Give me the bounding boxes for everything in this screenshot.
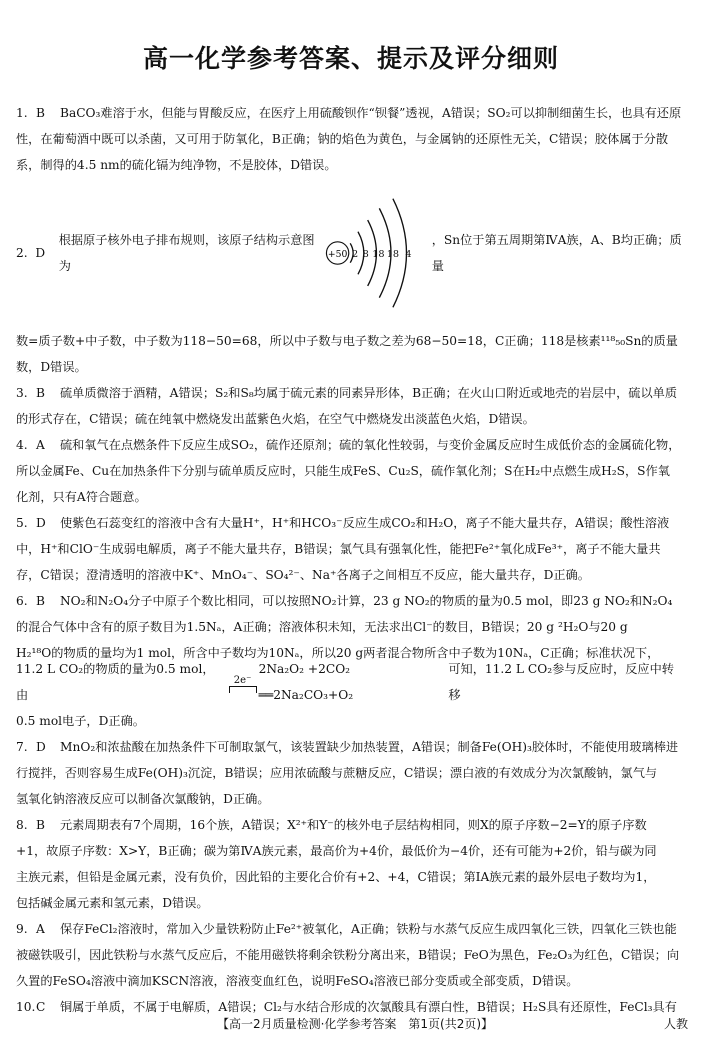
electron-transfer-bracket bbox=[229, 686, 257, 693]
answer-item-8 bbox=[16, 812, 686, 916]
answer-letter: A bbox=[36, 922, 45, 936]
answer-line: 数=质子数+中子数，中子数为118−50=68，所以中子数与电子数之差为68−50=18，C正确；118是核素¹¹⁸₅₀Sn的质量 bbox=[16, 334, 678, 348]
answer-line: 的形式存在，C错误；硫在纯氧中燃烧发出蓝紫色火焰，在空气中燃烧发出淡蓝色火焰，D错误。 bbox=[16, 412, 535, 426]
answer-item-2 bbox=[16, 178, 686, 380]
question-number: 2. bbox=[16, 246, 28, 260]
question-number: 1. bbox=[16, 106, 28, 120]
explanation-text: 保存FeCl₂溶液时，常加入少量铁粉防止Fe²⁺被氧化，A正确；铁粉与水蒸气反应生成四氧化三铁，四氧化三铁也能 bbox=[60, 922, 677, 936]
answer-line: 性，在葡萄酒中既可以杀菌，又可用于防氧化，B正确；钠的焰色为黄色，与金属钠的还原性无关，C错误；胶体属于分散 bbox=[16, 132, 669, 146]
atom-structure-diagram bbox=[325, 193, 426, 313]
answer-letter: B bbox=[36, 594, 45, 608]
shell-count: 18 bbox=[386, 248, 399, 260]
explanation-text: 硫和氧气在点燃条件下反应生成SO₂，硫作还原剂；硫的氧化性较弱，与变价金属反应时生成低价态的金属硫化物， bbox=[60, 438, 681, 452]
answer-line: 氢氧化钠溶液反应可以制备次氯酸钠，D正确。 bbox=[16, 792, 270, 806]
answer-line bbox=[16, 100, 686, 126]
answer-line: 所以金属Fe、Cu在加热条件下分别与硫单质反应时，只能生成FeS、Cu₂S，硫作氧化剂；S在H₂中点燃生成H₂S，S作氧 bbox=[16, 464, 670, 478]
question-number: 9. bbox=[16, 922, 28, 936]
explanation-text: 可知，11.2 L CO₂参与反应时，反应中转移 bbox=[448, 662, 674, 702]
answer-line: 主族元素，但铅是金属元素，没有负价，因此铅的主要化合价有+2、+4，C错误；第ⅠA族元素的最外层电子数均为1， bbox=[16, 870, 656, 884]
answer-line: 被磁铁吸引，因此铁粉与水蒸气反应后，不能用磁铁将剩余铁粉分离出来，B错误；FeO为黑色，Fe₂O₃为红色，C错误；向 bbox=[16, 948, 680, 962]
explanation-text: MnO₂和浓盐酸在加热条件下可制取氯气，该装置缺少加热装置，A错误；制备Fe(OH)₃胶体时，不能使用玻璃棒进 bbox=[60, 740, 679, 754]
answer-letter: B bbox=[36, 386, 45, 400]
answer-line: 包括碱金属元素和氢元素，D错误。 bbox=[16, 896, 209, 910]
answer-line: 行搅拌，否则容易生成Fe(OH)₃沉淀，B错误；应用浓硫酸与蔗糖反应，C错误；漂白液的有效成分为次氯酸钠，氯气与 bbox=[16, 766, 658, 780]
answer-letter: B bbox=[36, 106, 45, 120]
shell-count: 8 bbox=[362, 248, 369, 260]
footer-edition: 人教 bbox=[663, 1017, 688, 1031]
page-title: 高一化学参考答案、提示及评分细则 bbox=[142, 44, 559, 73]
answer-item-1 bbox=[16, 100, 686, 178]
answer-line bbox=[16, 510, 686, 536]
answer-item-7 bbox=[16, 734, 686, 812]
answer-item-3 bbox=[16, 380, 686, 432]
explanation-text: ，Sn位于第五周期第ⅣA族，A、B均正确；质量 bbox=[431, 233, 682, 273]
answer-line: +1，故原子序数：X>Y，B正确；碳为第ⅣA族元素，最高价为+4价，最低价为−4价，还有可能为+2价，铅与碳为同 bbox=[16, 844, 657, 858]
explanation-text: 元素周期表有7个周期，16个族，A错误；X²⁺和Y⁻的核外电子层结构相同，则X的原子序数−2=Y的原子序数 bbox=[60, 818, 647, 832]
answer-line: 存，C错误；澄清透明的溶液中K⁺、MnO₄⁻、SO₄²⁻、Na⁺各离子之间相互不反应，能大量共存，D正确。 bbox=[16, 568, 590, 582]
answer-letter: D bbox=[35, 246, 46, 260]
question-number: 3. bbox=[16, 386, 28, 400]
answer-line: 数，D错误。 bbox=[16, 360, 87, 374]
answer-letter: A bbox=[36, 438, 45, 452]
answer-line bbox=[16, 432, 686, 458]
answer-line bbox=[16, 916, 686, 942]
question-number: 6. bbox=[16, 594, 28, 608]
explanation-text: NO₂和N₂O₄分子中原子个数比相同，可以按照NO₂计算，23 g NO₂的物质的量为0.5 mol，即23 g NO₂和N₂O₄ bbox=[60, 594, 673, 608]
nucleus-charge: +50 bbox=[327, 248, 348, 260]
question-number: 4. bbox=[16, 438, 28, 452]
question-number: 7. bbox=[16, 740, 28, 754]
electron-transfer bbox=[229, 676, 257, 708]
answer-item-9 bbox=[16, 916, 686, 994]
answer-line bbox=[16, 380, 686, 406]
shell-count: 2 bbox=[351, 248, 358, 260]
answer-line: 0.5 mol电子，D正确。 bbox=[16, 714, 145, 728]
answer-item-5 bbox=[16, 510, 686, 588]
electron-transfer-label: 2e⁻ bbox=[233, 675, 252, 686]
answer-line: 化剂，只有A符合题意。 bbox=[16, 490, 147, 504]
explanation-text: 铜属于单质，不属于电解质，A错误；Cl₂与水结合形成的次氯酸具有漂白性，B错误；H₂S具有还原性，FeCl₃具有 bbox=[60, 1000, 677, 1014]
question-number: 10. bbox=[16, 1000, 36, 1014]
shell-count: 4 bbox=[405, 248, 412, 260]
page-footer bbox=[0, 1012, 710, 1036]
answer-letter: C bbox=[36, 1000, 46, 1014]
answer-letter: B bbox=[36, 818, 45, 832]
answer-item-4 bbox=[16, 432, 686, 510]
explanation-text: 根据原子核外电子排布规则，该原子结构示意图为 bbox=[58, 233, 315, 273]
answer-line: 的混合气体中含有的原子数目为1.5Nₐ，A正确；溶液体积未知，无法求出Cl⁻的数目，B错误；20 g ²H₂O与20 g bbox=[16, 620, 628, 634]
answer-line bbox=[16, 734, 686, 760]
explanation-text: 硫单质微溶于酒精，A错误；S₂和S₈均属于硫元素的同素异形体，B正确；在火山口附近或地壳的岩层中，硫以单质 bbox=[60, 386, 678, 400]
answer-letter: D bbox=[36, 516, 46, 530]
answer-letter: D bbox=[36, 740, 46, 754]
atom-structure-row bbox=[16, 178, 686, 328]
answer-list bbox=[16, 100, 686, 1020]
answer-line: 中，H⁺和ClO⁻生成弱电解质，离子不能大量共存，B错误；氯气具有强氧化性，能把Fe²⁺氧化成Fe³⁺，离子不能大量共 bbox=[16, 542, 661, 556]
shell-count: 18 bbox=[372, 248, 385, 260]
answer-line bbox=[16, 588, 686, 614]
answer-item-6 bbox=[16, 588, 686, 734]
answer-line bbox=[16, 812, 686, 838]
question-number: 5. bbox=[16, 516, 28, 530]
explanation-text: 11.2 L CO₂的物质的量为0.5 mol，由 bbox=[16, 662, 215, 702]
footer-page-info: 【高一2月质量检测·化学参考答案 第1页(共2页)】 bbox=[216, 1017, 494, 1031]
reaction-equation-line bbox=[16, 662, 686, 708]
answer-line: 久置的FeSO₄溶液中滴加KSCN溶液，溶液变血红色，说明FeSO₄溶液已部分变质或全部变质，D错误。 bbox=[16, 974, 579, 988]
reaction-equation: 2Na₂O₂ +2CO₂ ══2Na₂CO₃+O₂ bbox=[258, 662, 354, 702]
explanation-text: 使紫色石蕊变红的溶液中含有大量H⁺，H⁺和HCO₃⁻反应生成CO₂和H₂O，离子不能大量共存，A错误；酸性溶液 bbox=[60, 516, 670, 530]
answer-line: H₂¹⁸O的物质的量均为1 mol，所含中子数均为10Nₐ，所以20 g两者混合物所含中子数为10Nₐ，C正确；标准状况下， bbox=[16, 646, 660, 660]
answer-line: 系，制得的4.5 nm的硫化镉为纯净物，不是胶体，D错误。 bbox=[16, 158, 337, 172]
question-number: 8. bbox=[16, 818, 28, 832]
explanation-text: BaCO₃难溶于水，但能与胃酸反应，在医疗上用硫酸钡作“钡餐”透视，A错误；SO₂可以抑制细菌生长，也具有还原 bbox=[60, 106, 682, 120]
